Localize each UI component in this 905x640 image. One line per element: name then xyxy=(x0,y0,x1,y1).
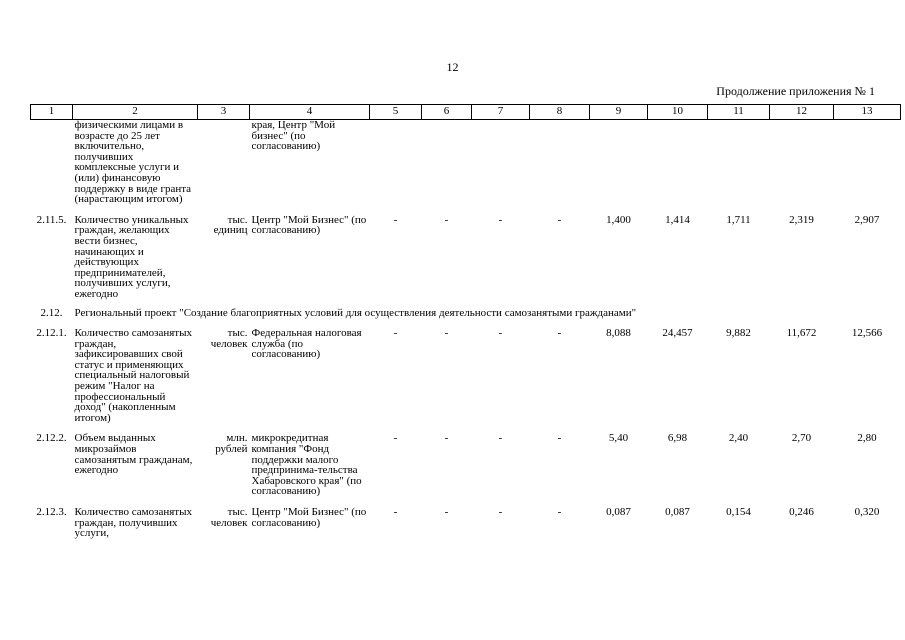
value-cell: - xyxy=(444,506,449,518)
value-cell: - xyxy=(557,506,562,518)
value-cell: - xyxy=(444,432,449,445)
indicator-name: физическими лицами в возрасте до 25 лет включительно, получивших комплексные услуги и (или) финансовую поддержку в виде гранта (нарастающим итогом) xyxy=(74,119,192,206)
value-cell: 1,400 xyxy=(606,213,631,226)
value-cell: - xyxy=(557,327,562,340)
value-cell: 2,40 xyxy=(728,432,749,445)
row-code: 2.12.2. xyxy=(36,432,67,445)
responsible: края, Центр "Мой бизнес" (по согласованию) xyxy=(251,119,336,153)
value-cell: - xyxy=(444,327,449,340)
value-cell: 9,882 xyxy=(726,327,751,340)
header-cell-9: 9 xyxy=(590,105,648,120)
value-cell: 1,711 xyxy=(726,213,751,226)
value-cell: 5,40 xyxy=(608,432,629,445)
table-row xyxy=(31,497,901,539)
value-cell: - xyxy=(557,213,562,226)
value-cell: - xyxy=(393,213,398,226)
value-cell: - xyxy=(393,506,398,518)
header-row xyxy=(31,105,901,120)
unit: тыс. человек xyxy=(210,327,248,350)
table-row xyxy=(31,205,901,300)
header-cell-1: 1 xyxy=(31,105,73,120)
appendix-continuation-note: Продолжение приложения № 1 xyxy=(716,84,875,98)
header-cell-12: 12 xyxy=(770,105,834,120)
indicator-name: Количество самозанятых граждан, получивших услуги, xyxy=(74,506,192,540)
project-title: Региональный проект "Создание благоприятных условий для осуществления деятельности самозанятыми гражданами" xyxy=(74,306,637,319)
value-cell: 11,672 xyxy=(786,327,817,340)
responsible: Центр "Мой Бизнес" (по согласованию) xyxy=(251,506,367,529)
indicators-table xyxy=(30,104,901,539)
header-cell-2: 2 xyxy=(73,105,198,120)
unit: тыс. единиц xyxy=(213,213,248,237)
unit: тыс. человек xyxy=(210,506,248,529)
value-cell: 2,907 xyxy=(854,213,880,226)
header-cell-11: 11 xyxy=(708,105,770,120)
value-cell: - xyxy=(557,432,562,445)
responsible: Федеральная налоговая служба (по согласованию) xyxy=(251,327,362,361)
value-cell: 0,154 xyxy=(726,506,751,518)
header-cell-4: 4 xyxy=(250,105,370,120)
unit xyxy=(198,120,250,205)
value-cell: - xyxy=(498,432,503,445)
value-cell: - xyxy=(498,506,503,518)
row-code xyxy=(31,120,73,205)
table-row xyxy=(31,423,901,497)
value-cell: 0,246 xyxy=(789,506,814,518)
value-cell: 1,414 xyxy=(665,213,690,226)
header-cell-6: 6 xyxy=(422,105,472,120)
header-cell-3: 3 xyxy=(198,105,250,120)
header-cell-8: 8 xyxy=(530,105,590,120)
header-cell-13: 13 xyxy=(834,105,901,120)
indicator-name: Количество самозанятых граждан, зафиксировавших свой статус и применяющих специальный налоговый режим "Налог на профессиональный доход" (накопленным итогом) xyxy=(74,327,192,424)
table-row xyxy=(31,318,901,423)
responsible: Центр "Мой Бизнес" (по согласованию) xyxy=(251,213,367,237)
unit: млн. рублей xyxy=(215,432,248,456)
value-cell: 8,088 xyxy=(606,327,631,340)
value-cell: 2,80 xyxy=(857,432,877,445)
value-cell: - xyxy=(498,213,503,226)
page-number: 12 xyxy=(446,60,459,74)
value-cell: 6,98 xyxy=(667,432,688,445)
row-code: 2.11.5. xyxy=(36,213,67,226)
table-row-continuation xyxy=(31,120,901,205)
row-code: 2.12.1. xyxy=(36,327,67,340)
value-cell: 12,566 xyxy=(851,327,883,340)
value-cell: - xyxy=(498,327,503,340)
value-cell: 0,087 xyxy=(665,506,690,518)
header-cell-7: 7 xyxy=(472,105,530,120)
value-cell: 0,087 xyxy=(606,506,631,518)
value-cell: - xyxy=(444,213,449,226)
value-cell: - xyxy=(393,432,398,445)
value-cell: 2,319 xyxy=(789,213,814,226)
indicator-name: Объем выданных микрозаймов самозанятым гражданам, ежегодно xyxy=(74,432,193,477)
table-row-project xyxy=(31,300,901,319)
value-cell: 0,320 xyxy=(854,506,880,518)
header-cell-5: 5 xyxy=(370,105,422,120)
value-cell: 24,457 xyxy=(662,327,693,340)
value-cell: - xyxy=(393,327,398,340)
value-cell: 2,70 xyxy=(791,432,812,445)
responsible: микрокредитная компания "Фонд поддержки малого предпринима-тельства Хабаровского края" (по согласованию) xyxy=(251,432,362,498)
indicator-name: Количество уникальных граждан, желающих вести бизнес, начинающих и действующих предпринимателей, получивших услуги, ежегодно xyxy=(74,213,189,300)
header-cell-10: 10 xyxy=(648,105,708,120)
row-code: 2.12.3. xyxy=(36,506,67,518)
row-code: 2.12. xyxy=(40,306,63,319)
